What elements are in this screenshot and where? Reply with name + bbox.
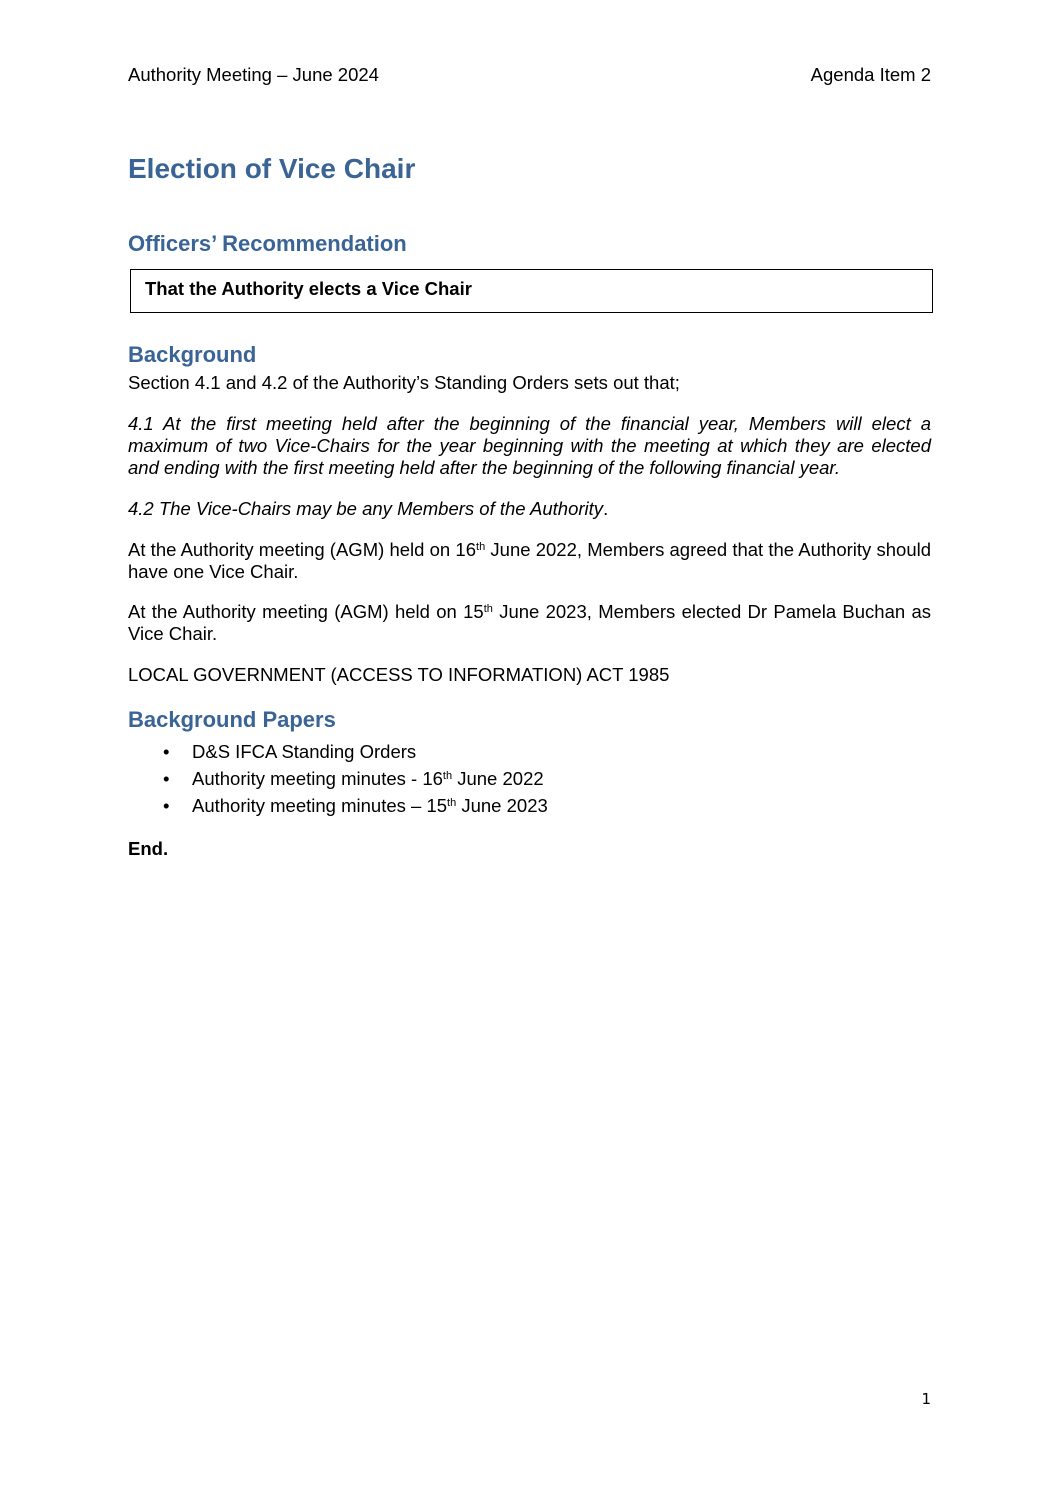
paper-text-start: Authority meeting minutes - 16: [192, 768, 443, 789]
access-to-information-act: LOCAL GOVERNMENT (ACCESS TO INFORMATION) ACT 1985: [128, 664, 670, 685]
background-papers-heading: Background Papers: [128, 707, 336, 732]
clause-4-1: 4.1 At the first meeting held after the beginning of the financial year, Members will elect a maximum of two Vice-Chairs for the year beginning with the meeting at which they are elected and ending with the first meeting held after the beginning of the following financial year.: [128, 413, 931, 478]
agm-2023-text-end: June 2023, Members elected Dr Pamela Buchan as Vice Chair.: [128, 601, 931, 644]
list-item: [128, 792, 548, 819]
agm-2022-text-start: At the Authority meeting (AGM) held on 16: [128, 539, 477, 560]
agm-2023-ordinal: th: [483, 603, 493, 615]
background-heading: Background: [128, 342, 257, 367]
paper-text-end: June 2023: [456, 795, 548, 816]
paper-ordinal: th: [442, 770, 453, 782]
bullet-icon: •: [163, 741, 170, 762]
paper-text: D&S IFCA Standing Orders: [192, 741, 417, 762]
paper-ordinal: th: [447, 797, 457, 809]
list-item: [128, 765, 548, 792]
recommendation-heading: Officers’ Recommendation: [128, 231, 407, 256]
background-papers-list: [128, 738, 548, 819]
clause-4-2-period: .: [603, 498, 609, 519]
recommendation-text: That the Authority elects a Vice Chair: [145, 278, 472, 299]
bullet-icon: •: [163, 795, 170, 816]
page-number: 1: [921, 1390, 931, 1408]
list-item: [128, 738, 548, 765]
agm-2022-text-end: June 2022, Members agreed that the Authority should have one Vice Chair.: [128, 539, 932, 582]
agm-2022-paragraph: [128, 539, 931, 583]
bullet-icon: •: [163, 768, 170, 789]
paper-text-end: June 2022: [452, 768, 544, 789]
agm-2023-text-start: At the Authority meeting (AGM) held on 15: [128, 601, 484, 622]
page-title: Election of Vice Chair: [128, 153, 416, 184]
recommendation-box: [130, 269, 933, 313]
clause-4-2: [128, 498, 931, 520]
header-agenda-item: Agenda Item 2: [810, 64, 931, 85]
end-marker: End.: [128, 838, 169, 859]
paper-text-start: Authority meeting minutes – 15: [192, 795, 448, 816]
agm-2022-ordinal: th: [476, 541, 486, 553]
agm-2023-paragraph: [128, 601, 931, 645]
background-intro: Section 4.1 and 4.2 of the Authority’s Standing Orders sets out that;: [128, 372, 680, 393]
header-meeting-title: Authority Meeting – June 2024: [128, 64, 379, 85]
clause-4-2-text: 4.2 The Vice-Chairs may be any Members of the Authority: [128, 498, 604, 519]
